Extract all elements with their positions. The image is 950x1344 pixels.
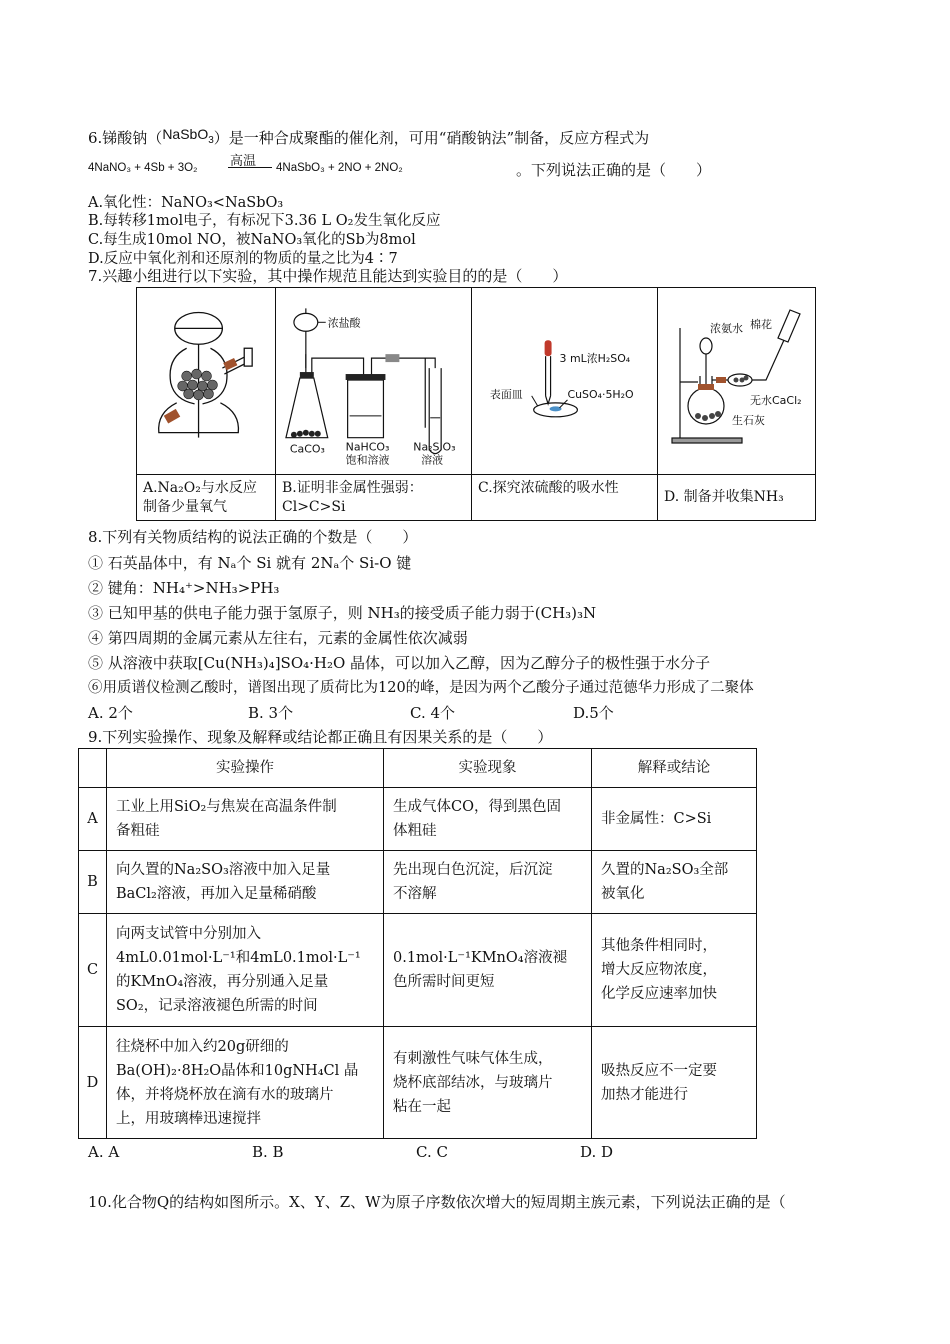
dropper-watch-glass-icon bbox=[472, 288, 657, 474]
q9-choice-c: C. C bbox=[416, 1143, 448, 1161]
table-row bbox=[79, 788, 757, 851]
q7-caption-c: C.探究浓硫酸的吸水性 bbox=[472, 474, 657, 520]
q9-row-conclusion: 非金属性：C>Si bbox=[592, 788, 757, 851]
q7-caption-d: D. 制备并收集NH₃ bbox=[658, 474, 815, 520]
q6-eq-rhs: 4NaSbO₃ + 2NO + 2NO₂ bbox=[276, 162, 403, 174]
q6-option-b: B.每转移1mol电子，有标况下3.36 L O₂发生氧化反应 bbox=[88, 213, 441, 229]
question-6-intro bbox=[88, 128, 649, 148]
q7-figure-b bbox=[276, 288, 472, 520]
q9-row-operation: 向两支试管中分别加入 4mL0.01mol·L⁻¹和4mL0.1mol·L⁻¹ 的KMnO₄溶液，再分别通入足量 SO₂，记录溶液褪色所需的时间 bbox=[107, 914, 384, 1027]
q9-header-phenomenon: 实验现象 bbox=[384, 749, 592, 788]
question-7-title: 7.兴趣小组进行以下实验，其中操作规范且能达到实验目的的是（ ） bbox=[88, 267, 568, 285]
gas-generation-apparatus-icon bbox=[276, 288, 471, 474]
q6-eq-arrow bbox=[228, 167, 272, 168]
q9-row-phenomenon: 有刺激性气味气体生成， 烧杯底部结冰，与玻璃片 粘在一起 bbox=[384, 1027, 592, 1139]
table-row bbox=[79, 1027, 757, 1139]
question-9-title: 9.下列实验操作、现象及解释或结论都正确且有因果关系的是（ ） bbox=[88, 728, 553, 746]
q9-choice-b: B. B bbox=[252, 1143, 284, 1161]
q6-option-a: A.氧化性：NaNO₃<NaSbO₃ bbox=[88, 195, 284, 211]
q9-row-operation: 向久置的Na₂SO₃溶液中加入足量 BaCl₂溶液，再加入足量稀硝酸 bbox=[107, 851, 384, 914]
q7-caption-b: B.证明非金属性强弱：Cl>C>Si bbox=[276, 474, 471, 520]
q9-row-phenomenon: 0.1mol·L⁻¹KMnO₄溶液褪 色所需时间更短 bbox=[384, 914, 592, 1027]
q8-choice-c: C. 4个 bbox=[410, 704, 456, 722]
label-na2sio3: Na₂SiO₃ bbox=[413, 440, 456, 454]
q9-row-label: A bbox=[79, 788, 107, 851]
q6-formula: NaSbO$_3$ bbox=[162, 126, 214, 146]
q6-intro-pre: 6.锑酸钠（ bbox=[88, 129, 163, 147]
q9-row-label: C bbox=[79, 914, 107, 1027]
q8-item-3: ③ 已知甲基的供电子能力强于氢原子，则 NH₃的接受质子能力弱于(CH₃)₃N bbox=[88, 604, 597, 622]
table-row bbox=[79, 851, 757, 914]
label-watch-glass: 表面皿 bbox=[489, 387, 523, 401]
label-conc-h2so4: 3 mL浓H₂SO₄ bbox=[559, 352, 631, 366]
label-saturated: 饱和溶液 bbox=[345, 453, 390, 467]
q6-eq-tail: 。下列说法正确的是（ ） bbox=[516, 161, 712, 179]
label-cotton: 棉花 bbox=[750, 318, 772, 331]
q9-row-conclusion: 久置的Na₂SO₃全部 被氧化 bbox=[592, 851, 757, 914]
label-cacl2: 无水CaCl₂ bbox=[750, 394, 802, 407]
label-caco3: CaCO₃ bbox=[289, 442, 325, 456]
q8-choice-b: B. 3个 bbox=[248, 704, 294, 722]
q6-option-d: D.反应中氧化剂和还原剂的物质的量之比为4∶7 bbox=[88, 251, 398, 267]
label-hcl: 浓盐酸 bbox=[327, 316, 361, 330]
q6-eq-condition: 高温 bbox=[230, 154, 257, 169]
q7-figure-table bbox=[136, 287, 816, 521]
q9-row-phenomenon: 生成气体CO，得到黑色固 体粗硅 bbox=[384, 788, 592, 851]
label-nahco3: NaHCO₃ bbox=[345, 440, 390, 454]
q8-item-4: ④ 第四周期的金属元素从左往右，元素的金属性依次减弱 bbox=[88, 629, 468, 647]
q8-item-6: ⑥用质谱仪检测乙酸时，谱图出现了质荷比为120的峰，是因为两个乙酸分子通过范德华力形成了二聚体 bbox=[88, 680, 754, 696]
q9-row-conclusion: 其他条件相同时， 增大反应物浓度， 化学反应速率加快 bbox=[592, 914, 757, 1027]
ammonia-preparation-apparatus-icon bbox=[658, 288, 815, 474]
label-solution: 溶液 bbox=[421, 453, 444, 467]
q8-choice-a: A. 2个 bbox=[88, 704, 133, 722]
q9-row-operation: 往烧杯中加入约20g研细的 Ba(OH)₂·8H₂O晶体和10gNH₄Cl 晶 体，并将烧杯放在滴有水的玻璃片 上，用玻璃棒迅速搅拌 bbox=[107, 1027, 384, 1139]
q6-option-c: C.每生成10mol NO，被NaNO₃氧化的Sb为8mol bbox=[88, 232, 416, 248]
q9-header-row bbox=[79, 749, 757, 788]
q9-table bbox=[78, 748, 757, 1139]
q7-figure-c bbox=[472, 288, 658, 520]
q7-caption-a: A.Na₂O₂与水反应制备少量氧气 bbox=[137, 474, 275, 520]
q9-row-phenomenon: 先出现白色沉淀，后沉淀 不溶解 bbox=[384, 851, 592, 914]
label-cuso4: CuSO₄·5H₂O bbox=[567, 387, 634, 401]
q9-row-label: B bbox=[79, 851, 107, 914]
table-row bbox=[79, 914, 757, 1027]
q9-row-conclusion: 吸热反应不一定要 加热才能进行 bbox=[592, 1027, 757, 1139]
q6-intro-post: ）是一种合成聚酯的催化剂，可用“硝酸钠法”制备，反应方程式为 bbox=[213, 129, 650, 147]
q8-choice-d: D.5个 bbox=[573, 704, 614, 722]
q7-figure-d bbox=[658, 288, 815, 520]
q9-choice-d: D. D bbox=[580, 1143, 614, 1161]
q9-row-label: D bbox=[79, 1027, 107, 1139]
q8-item-5: ⑤ 从溶液中获取[Cu(NH₃)₄]SO₄·H₂O 晶体，可以加入乙醇，因为乙醇分子的极性强于水分子 bbox=[88, 654, 711, 672]
q8-item-2: ② 键角：NH₄⁺>NH₃>PH₃ bbox=[88, 579, 280, 597]
q9-header-label bbox=[79, 749, 107, 788]
q7-figure-a bbox=[137, 288, 276, 520]
q9-header-operation: 实验操作 bbox=[107, 749, 384, 788]
q9-choice-a: A. A bbox=[88, 1143, 120, 1161]
label-conc-ammonia: 浓氨水 bbox=[710, 322, 743, 335]
question-10-title: 10.化合物Q的结构如图所示。X、Y、Z、W为原子序数依次增大的短周期主族元素，下列说法正确的是（ bbox=[88, 1193, 786, 1211]
label-quicklime: 生石灰 bbox=[732, 414, 765, 427]
q9-row-operation: 工业上用SiO₂与焦炭在高温条件制 备粗硅 bbox=[107, 788, 384, 851]
q8-item-1: ① 石英晶体中，有 Nₐ个 Si 就有 2Nₐ个 Si-O 键 bbox=[88, 554, 412, 572]
question-8-title: 8.下列有关物质结构的说法正确的个数是（ ） bbox=[88, 528, 418, 546]
q9-header-conclusion: 解释或结论 bbox=[592, 749, 757, 788]
q6-eq-lhs: 4NaNO₃ + 4Sb + 3O₂ bbox=[88, 162, 198, 174]
kipp-apparatus-icon bbox=[137, 288, 275, 474]
